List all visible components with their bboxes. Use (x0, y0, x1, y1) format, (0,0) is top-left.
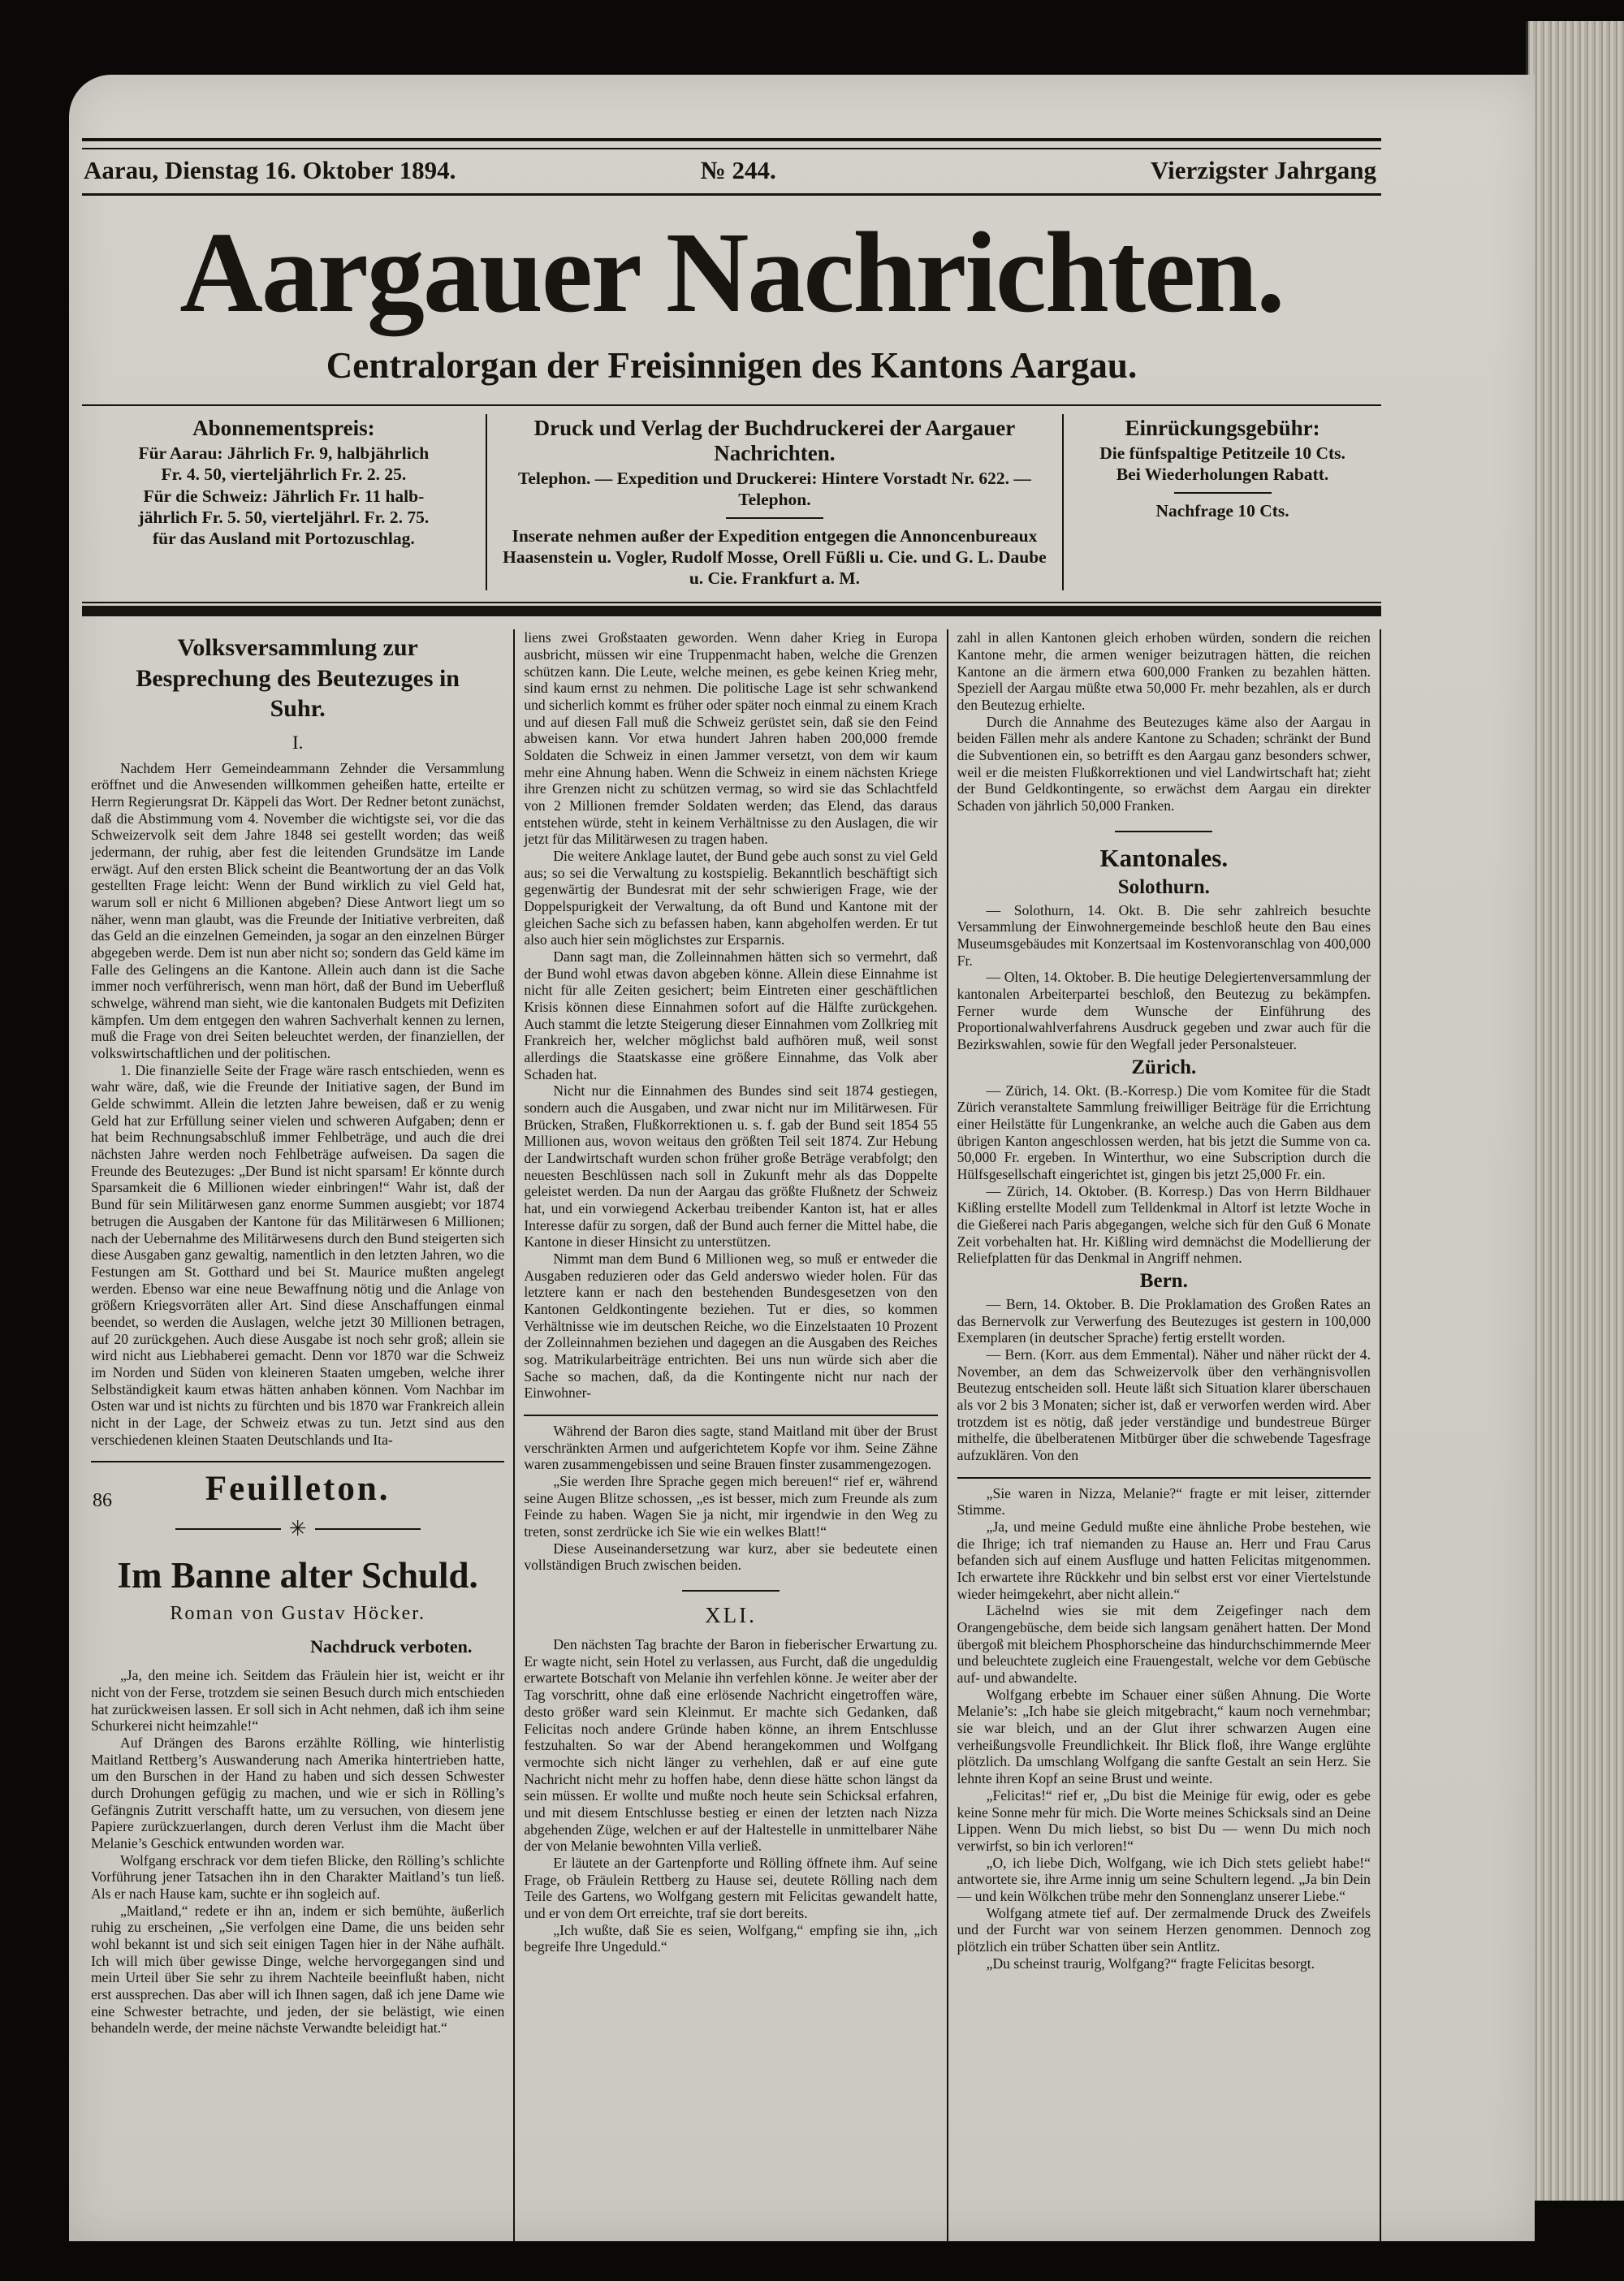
paragraph: zahl in allen Kantonen gleich erhoben würden, sondern die reichen Kantone mehr, die armen weniger beizutragen hätten, die reichen Kantone an die ärmern etwa 600,000 Franken zu bezahlen hätten. Speziell der Aargau müßte etwa 50,000 Fr. mehr bezahlen, als er durch den Beutezug erhielte. (957, 629, 1371, 713)
feuilleton-number: 86 (93, 1490, 112, 1512)
kantonales-sub-solothurn: Solothurn. (1117, 875, 1210, 898)
insertion-fee-title: Einrückungsgebühr: (1125, 416, 1320, 441)
paragraph: für das Ausland mit Portozuschlag. (152, 528, 415, 548)
paragraph: Er läutete an der Gartenpforte und Rölling öffnete ihm. Auf seine Frage, ob Fräulein Rettberg zu Hause sei, deutete Rölling nach dem Teile des Gartens, wo Wolfgang gestern mit Felicitas gewandelt hatte, und er von dem Ort erreichte, traf sie dort bereits. (524, 1854, 938, 1921)
body-columns (82, 629, 1381, 2241)
page-content (82, 138, 1381, 2241)
feuilleton-rule-col1 (91, 1461, 504, 1462)
paragraph: Bei Wiederholungen Rabatt. (1116, 464, 1329, 485)
column-3 (947, 629, 1381, 2241)
newspaper-page (69, 75, 1535, 2241)
insertion-fee-footer: Nachfrage 10 Cts. (1155, 500, 1289, 521)
paragraph: Nimmt man dem Bund 6 Millionen weg, so muß er entweder die Ausgaben reduzieren oder das Geld anderswo wieder holen. Für das letztere kann er nach den bestehenden Bundesgesetzen von den Kantonen Geldkontingente beziehen. Tut er dies, so kommen Verhältnisse wie im deutschen Reiche, wo die Einzelstaaten 10 Prozent der Zolleinnahmen beziehen und dagegen an die Ausgaben des Reiches sog. Matrikularbeiträge entrichten. Bei uns nun würde sich aber die Sache so machen, daß, da die Kontingente nicht nur nach der Einwohner- (524, 1251, 938, 1402)
publisher-agencies-line: Haasenstein u. Vogler, Rudolf Mosse, Orell Füßli u. Cie. und G. L. Daube u. Cie. Frankfurt a. M. (503, 546, 1047, 588)
paragraph: Die weitere Anklage lautet, der Bund gebe auch sonst zu viel Geld aus; so sei die Verwaltung zu kostspielig. Bekanntlich beschäftigt sich gegenwärtig der Bundesrat mit der sehr schwierigen Frage, wie der Doppelspurigkeit der Verwaltung, da oft Bund und Kantone mit der gleichen Sache sich zu befassen haben, kann abgeholfen werden. Er tut also auch hier sein möglichstes zur Ersparnis. (524, 847, 938, 948)
publisher-telephone-line: Telephon. — Expedition und Druckerei: Hintere Vorstadt Nr. 622. — Telephon. (517, 469, 1031, 510)
paragraph: „Maitland,“ redete er ihn an, indem er sich bemühte, äußerlich ruhig zu erscheinen, „Sie verfolgen eine Dame, die uns beiden sehr wohl bekannt ist und sich seit einigen Tagen hier in der Nähe aufhält. Ich will mich über gewisse Dinge, welche hervorgegangen sind und mein Urteil über Sie sehr zu ihrem Nachteile beeinflußt haben, nicht erst aussprechen. Das aber will ich Ihnen sagen, daß ich jene Dame wie eine Schwester betrachte, und jeden, der sie belästigt, wie einen behandeln werde, der meine nächste Verwandte beleidigt hat.“ (91, 1902, 505, 2037)
kantonales-zuerich-items (957, 1082, 1371, 1267)
paragraph: Wolfgang atmete tief auf. Der zermalmende Druck des Zweifels und der Furcht war von seinem Herzen genommen. Dennoch zog plötzlich ein trüber Schatten über sein Antlitz. (957, 1904, 1371, 1955)
paragraph: Während der Baron dies sagte, stand Maitland mit über der Brust verschränkten Armen und aufgerichtetem Kopfe vor ihm. Seine Zähne waren zusammengebissen und seine Brauen finster zusammengezogen. (524, 1423, 938, 1473)
dateline (82, 149, 1381, 193)
top-double-rule (82, 138, 1381, 149)
article-headline: Volksversammlung zur Besprechung des Beutezuges in Suhr. (136, 634, 460, 723)
paragraph: „Sie werden Ihre Sprache gegen mich bereuen!“ rief er, während seine Augen Blitze schossen, „es ist besser, mich zum Freunde als zum Feinde zu haben. Wagen Sie ja nicht, mir irgendwie in den Weg zu treten, sonst zerdrücke ich Sie wie ein welkes Blatt!“ (524, 1473, 938, 1540)
paragraph: Auf Drängen des Barons erzählte Rölling, wie hinterlistig Maitland Rettberg’s Auswanderung nach Amerika hintertrieben hatte, um den Burschen in der Hand zu haben und sich dessen Schwester durch Drohungen gefügig zu machen, und wie er sich in Rölling’s Gefängnis Zutritt verschafft hatte, um zu versuchen, von diesem jene Papiere zurückzuerlangen, durch deren Verlust ihm die Macht über Melanie’s Geschick entwunden worden war. (91, 1734, 505, 1851)
subscription-title: Abonnementspreis: (192, 416, 375, 441)
subscription-box (82, 414, 486, 590)
insertion-fee-box (1064, 414, 1381, 590)
feuilleton-header: Feuilleton. (205, 1470, 391, 1509)
paragraph: „Ich wußte, daß Sie es seien, Wolfgang,“ empfing sie ihn, „ich begreife Ihre Ungeduld.“ (524, 1921, 938, 1955)
chapter-heading: XLI. (705, 1603, 757, 1628)
paragraph: — Zürich, 14. Oktober. (B. Korresp.) Das von Herrn Bildhauer Kißling erstellte Modell zum Telldenkmal in Altorf ist letzte Woche in die Gießerei nach Paris abgegangen, welche sich für den Guß 6 Monate Zeit vorbehalten hat. Hr. Kißling wird demnächst die Modellierung der Reliefplatten für das Denkmal in Angriff nehmen. (957, 1182, 1371, 1267)
insertion-fee-lines (1075, 443, 1370, 485)
kantonales-sub-bern: Bern. (1139, 1270, 1188, 1293)
paragraph: „Sie waren in Nizza, Melanie?“ fragte er mit leiser, zitternder Stimme. (957, 1484, 1371, 1519)
feuilleton-col2-text (524, 1423, 937, 1574)
paragraph: „Ja, und meine Geduld mußte eine ähnliche Probe bestehen, wie die Ihrige; ich traf niemanden zu Hause an. Herr und Frau Carus befanden sich auf einem Ausfluge und hatten Felicitas mitgenommen. Ich erwartete ihre Rückkehr und bin selbst erst vor einer Viertelstunde wieder heimgekehrt, aber nicht allein.“ (957, 1519, 1371, 1602)
paragraph: Nicht nur die Einnahmen des Bundes sind seit 1874 gestiegen, sondern auch die Ausgaben, und zwar nicht nur im Militärwesen. Für Brücken, Straßen, Flußkorrektionen u. s. f. gab der Bund seit 1854 55 Millionen aus, wovon weitaus den größten Teil seit 1874. Zur Hebung der Landwirtschaft wurden schon früher große Beträge verabfolgt; den neuesten Beschlüssen nach soll in Zukunft mehr als das Doppelte geleistet werden. Da nun der Aargau das größte Flußnetz der Schweiz hat, und ein vorwiegend Ackerbau treibender Kanton ist, hat er alles Interesse dafür zu sorgen, daß der Bund auch ferner die Mittel habe, die Kantone in dieser Hinsicht zu unterstützen. (524, 1082, 938, 1251)
dateline-bottom-rule (82, 193, 1381, 196)
kantonales-bern-items (957, 1296, 1371, 1464)
feuilleton-title: Im Banne alter Schuld. (117, 1555, 478, 1596)
paragraph: Wolfgang erschrack vor dem tiefen Blicke, den Rölling’s schlichte Vorführung jener Tatsachen ihn in den Charakter Maitland’s tun ließ. Als er nach Hause kam, suchte er ihn sogleich auf. (91, 1851, 505, 1902)
feuilleton-rule-col2 (524, 1415, 937, 1416)
paragraph: — Solothurn, 14. Okt. B. Die sehr zahlreich besuchte Versammlung der Einwohnergemeinde beschloß heute den Bau eines Museumsgebäudes mit Konzertsaal im Kostenvoranschlag von 400,000 Fr. (957, 901, 1371, 969)
column-2 (513, 629, 946, 2241)
book-fore-edge (1526, 21, 1624, 2201)
heavy-bar-rule (82, 606, 1381, 616)
publisher-inserate-line: Inserate nehmen außer der Expedition entgegen die Annoncenbureaux (512, 525, 1038, 546)
feuilleton-byline: Roman von Gustav Höcker. (170, 1603, 425, 1625)
paragraph: Wolfgang erbebte im Schauer einer süßen Ahnung. Die Worte Melanie’s: „Ich habe sie gleich mitgebracht,“ kaum noch vernehmbar; sie war bleich, und an der Glut ihrer schwarzen Augen eine verheißungsvolle Freundlichkeit. Ihr Blick floß, ihre Wange erglühte plötzlich. Da umschlang Wolfgang die sanfte Gestalt an sein Herz. Sie lehnte ihren Kopf an seine Brust und weinte. (957, 1686, 1371, 1787)
paragraph: liens zwei Großstaaten geworden. Wenn daher Krieg in Europa ausbricht, müssen wir eine Truppenmacht haben, welche die Grenzen schützen kann. Die Leute, welche meinen, es gebe keinen Krieg mehr, sind kaum ernst zu nehmen. Die politische Lage ist sehr schwankend und sicherlich kommt es früher oder später noch einmal zu einem Krach und auf diesen Fall muß die Schweiz gerüstet sein, daß sie den Feind abweisen kann. Vor etwa hundert Jahren haben 200,000 fremde Soldaten die Schweiz in einen Jammer versetzt, von dem wir kaum mehr eine Ahnung haben. Wenn die Schweiz in einem nächsten Kriege ihre Grenzen nicht zu schützen vermag, so wird sie das Schlachtfeld von 2 Millionen fremder Soldaten werden; das Elend, das daraus entstehen würde, steht in keinem Verhältnisse zu den Auslagen, die wir jetzt für das Militärwesen zu tragen haben. (524, 629, 938, 848)
publisher-box (486, 414, 1064, 590)
insertion-mini-rule (1174, 492, 1272, 494)
paragraph: Für Aarau: Jährlich Fr. 9, halbjährlich (138, 443, 430, 464)
publisher-title: Druck und Verlag der Buchdruckerei der Aargauer Nachrichten. (533, 416, 1016, 466)
kantonales-solothurn-items (957, 902, 1371, 1053)
paragraph: Durch die Annahme des Beutezuges käme also der Aargau in beiden Fällen mehr als andere Kantone zu Schaden; schränkt der Bund die Subventionen ein, so betrifft es den Aargau ganz besonders schwer, weil er die meisten Flußkorrektionen und viel Landwirtschaft hat; zieht der Bund Geldkontingente, so erwächst dem Aargau ein direkter Schaden von jährlich 50,000 Franken. (957, 713, 1371, 814)
volume-label: Vierzigster Jahrgang (1150, 156, 1376, 184)
masthead-title: Aargauer Nachrichten. (179, 208, 1284, 336)
feuilleton-col1-text (91, 1667, 504, 2037)
star-ornament-icon: ✳ (288, 1517, 307, 1541)
paragraph: 1. Die finanzielle Seite der Frage wäre rasch entschieden, wenn es wahr wäre, daß, wie die Freunde der Initiative sagen, der Bund im Gelde schwimmt. Allein die letzten Jahre beweisen, daß er zu wenig Geld hat zur Erfüllung seiner vielen und schweren Aufgaben; denn er hat beim Rechnungsabschluß immer Fehlbeträge, und auch die drei nächsten Jahre werden noch Fehlbeträge aufweisen. Da sagen die Freunde des Beutezuges: „Der Bund ist nicht sparsam! Er könnte durch Sparsamkeit die 6 Millionen wieder einbringen!“ Wahr ist, daß der Bund für sein Militärwesen ganz enorme Summen ausgiebt; vor 1874 betrugen die Ausgaben der Kantone für das Militärwesen 6 Millionen; nach der Uebernahme des Militärwesens durch den Bund steigerten sich diese Ausgaben ganz gewaltig, namentlich in den letzten Jahren, wo die Festungen am St. Gotthard und bei St. Maurice mußten angelegt werden. Ebenso war eine neue Bewaffnung nötig und die Anlage von größern Kriegsvorräten aller Art. Sind diese Anschaffungen einmal beendet, so werden die Auslagen, welche jetzt 30 Millionen betragen, auf 20 zurückgehen. Auch diese Ausgabe ist noch sehr groß; allein sie wird nicht aus Liebhaberei gemacht. Denn vor 1870 war die Schweiz im Norden und Süden von kleineren Staaten umgeben, welche ihrer Selbständigkeit kaum etwas hätten anhaben können. Vom Nachbar im Osten war und ist nichts zu fürchten und bis 1870 war Frankreich allein nicht in der Lage, der Schweiz etwas zu tun. Jetzt sind aus den verschiedenen kleinen Staaten Deutschlands und Ita- (91, 1061, 505, 1448)
issue-number: № 244. (700, 156, 776, 184)
section-numeral: I. (292, 732, 304, 753)
feuilleton-col3-text (957, 1485, 1371, 1972)
paragraph: Für die Schweiz: Jährlich Fr. 11 halb- (143, 486, 425, 506)
paragraph: — Bern. (Korr. aus dem Emmental). Näher und näher rückt der 4. November, an dem das Schweizervolk über den verhängnisvollen Beutezug entscheiden soll. Heute läßt sich Situation klarer überschauen als vor 2 bis 3 Monaten; sicher ist, daß er verworfen werden wird. Aber trotzdem ist es nötig, daß jeder verständige und bundestreue Bürger mithelfe, die übelberatenen Mitbürger über die schwebende Tagesfrage aufzuklären. Von den (957, 1346, 1371, 1464)
paragraph: — Olten, 14. Oktober. B. Die heutige Delegiertenversammlung der kantonalen Arbeiterpartei beschloß, den Beutezug zu bekämpfen. Ferner wurde dem Wunsche der Einführung des Proportionalwahlverfahrens Ausdruck gegeben und zwar auch für die Bezirkswahlen, sowie für den Wegfall jeder Personalsteuer. (957, 969, 1371, 1052)
feuilleton-head (91, 1469, 504, 1657)
paragraph: jährlich Fr. 5. 50, vierteljährl. Fr. 2. 75. (138, 507, 430, 527)
paragraph: — Bern, 14. Oktober. B. Die Proklamation des Großen Rates an das Bernervolk zur Verwerfung des Beutezuges ist gestern in 100,000 Exemplaren (in deutscher Sprache) fertig erstellt worden. (957, 1296, 1371, 1346)
paragraph: — Zürich, 14. Okt. (B.-Korresp.) Die vom Komitee für die Stadt Zürich veranstaltete Sammlung freiwilliger Beiträge für die Errichtung einer Heilstätte für Lungenkranke, an welche auch die Gaben aus dem übrigen Kanton angeschlossen werden, hat bis jetzt die Summe von ca. 50,000 Fr. ergeben. In Winterthur, wo eine Subscription durch die Hülfsgesellschaft eingerichtet ist, gingen bis jetzt 25,000 Fr. ein. (957, 1082, 1371, 1182)
article-col3-text (957, 629, 1371, 814)
ornament-divider (91, 1517, 504, 1541)
paragraph: „O, ich liebe Dich, Wolfgang, wie ich Dich stets geliebt habe!“ antwortete sie, ihre Arme innig um seine Schultern legend. „Ja bin Dein — und kein Wölkchen trübe mehr den Sonnenglanz unserer Liebe.“ (957, 1854, 1371, 1904)
paragraph: „Ja, den meine ich. Seitdem das Fräulein hier ist, weicht er ihr nicht von der Ferse, trotzdem sie seinen Besuch durch mich entschieden hat zurückweisen lassen. Er soll sich in Acht nehmen, daß ich ihm seine Schurkerei nicht heimzahle!“ (91, 1667, 505, 1735)
divider-line-right (315, 1528, 421, 1530)
feuilleton-copyright-notice: Nachdruck verboten. (310, 1636, 473, 1657)
paragraph: Fr. 4. 50, vierteljährlich Fr. 2. 25. (161, 464, 407, 485)
column-1 (82, 629, 513, 2241)
imprint-bottom-rule (82, 602, 1381, 603)
divider-line-left (175, 1528, 281, 1530)
dateline-place-date: Aarau, Dienstag 16. Oktober 1894. (84, 156, 456, 184)
paragraph: Den nächsten Tag brachte der Baron in fieberischer Erwartung zu. Er wagte nicht, sein Hotel zu verlassen, aus Furcht, daß die ungeduldig erwartete Botschaft von Melanie ihn verfehlen könne. Je weiter aber der Tag vorschritt, ohne daß eine erlösende Nachricht eingetroffen wäre, desto größer ward sein Kleinmut. Er machte sich Gedanken, daß Felicitas noch andere Gründe haben könne, an ihrem Entschlusse festzuhalten. So war der Abend herangekommen und Wolfgang vermochte sich nicht länger zu verhehlen, daß er auf eine gute Nachricht nicht mehr zu hoffen habe, denn diese hätte schon längst da sein müssen. Er wollte und mußte noch heute sein Schicksal erfahren, und mit diesem Entschlusse bestieg er einen der letzten nach Nizza abgehenden Züge, welchen er auf der Haltestelle in unmittelbarer Nähe der von Melanie bewohnten Villa verließ. (524, 1636, 938, 1855)
feuilleton-col2-chapter-text (524, 1636, 937, 1955)
imprint-row (82, 406, 1381, 602)
kantonales-header: Kantonales. (1099, 843, 1229, 872)
paragraph: Nachdem Herr Gemeindeammann Zehnder die Versammlung eröffnet und die Anwesenden willkommen geheißen hatte, erteilte er Herrn Regierungsrat Dr. Käppeli das Wort. Der Redner betont zunächst, daß die Abstimmung vom 4. November die wichtigste sei, vor die das Schweizervolk seit dem Jahre 1848 sei gestellt worden; das weiß jedermann, der ruhig, aber fest die leitenden Grundsätze im Lande erwägt. Auf den ersten Blick scheint die Beantwortung der an das Volk gestellten Frage leicht: Wenn der Bund wirklich zu viel Geld hat, warum soll er nicht 6 Millionen abgeben? Diese Antwort liegt um so näher, wenn man glaubt, was die Freunde der Initiative verbreiten, daß das Geld an die einzelnen Gemeinden, ja sogar an den einzelnen Bürger abgegeben werde. Dem ist nun aber nicht so; sondern das Geld käme im Falle des Gelingens an die Kantone. Allein auch dann ist die Sache immer noch verführerisch, wenn man hört, daß der Bund im Ueberfluß schwelge, während man sieht, wie die kantonalen Budgets mit Defiziten kämpfen. Um dem entgegen den wahren Sachverhalt kennen zu lernen, muß die Frage von drei Seiten beleuchtet werden, der finanziellen, der volkswirtschaftlichen und der politischen. (91, 759, 505, 1062)
paragraph: „Felicitas!“ rief er, „Du bist die Meinige für ewig, oder es gebe keine Sonne mehr für mich. Die Worte meines Schicksals sind an Deine Lippen. Wenn Du mich liebst, so bist Du — wenn Du mich noch verwirfst, so bin ich verloren!“ (957, 1786, 1371, 1854)
subscription-lines (93, 443, 474, 549)
paragraph: „Du scheinst traurig, Wolfgang?“ fragte Felicitas besorgt. (986, 1955, 1315, 1972)
paragraph: Dann sagt man, die Zolleinnahmen hätten sich so vermehrt, daß der Bund wohl etwas davon abgeben könne. Allein diese Einnahme ist nicht für alle Zeiten gesichert; beim Eintreten einer geschäftlichen Krisis können diese Einnahmen sofort auf die Hälfte zurückgehen. Auch stammt die letzte Steigerung dieser Einnahmen vom Zollkrieg mit Frankreich her, welcher möglichst bald aufhören muß, weil sonst allerdings die Staatskasse eine größere Einnahme, das Volk aber Schaden hat. (524, 948, 938, 1082)
article-col2-text (524, 629, 937, 1402)
chapter-divider-rule (682, 1590, 780, 1592)
article-col1-text (91, 760, 504, 1449)
paragraph: Die fünfspaltige Petitzeile 10 Cts. (1099, 443, 1345, 464)
kantonales-divider-rule (1115, 831, 1212, 832)
masthead-subtitle: Centralorgan der Freisinnigen des Kantons Aargau. (326, 345, 1138, 387)
feuilleton-rule-col3 (957, 1477, 1371, 1479)
kantonales-sub-zuerich: Zürich. (1131, 1056, 1197, 1078)
publisher-mini-rule (726, 517, 823, 519)
paragraph: Diese Auseinandersetzung war kurz, aber sie bedeutete einen vollständigen Bruch zwischen beiden. (524, 1540, 938, 1574)
paragraph: Lächelnd wies sie mit dem Zeigefinger nach dem Orangengebüsche, dem beide sich langsam genähert hatten. Der Mond übergoß mit bleichem Phosphorscheine das hindurchschimmernde Meer und beleuchtete zugleich eine Frauengestalt, welche vor dem Gebüsche auf- und abwandelte. (957, 1602, 1371, 1687)
